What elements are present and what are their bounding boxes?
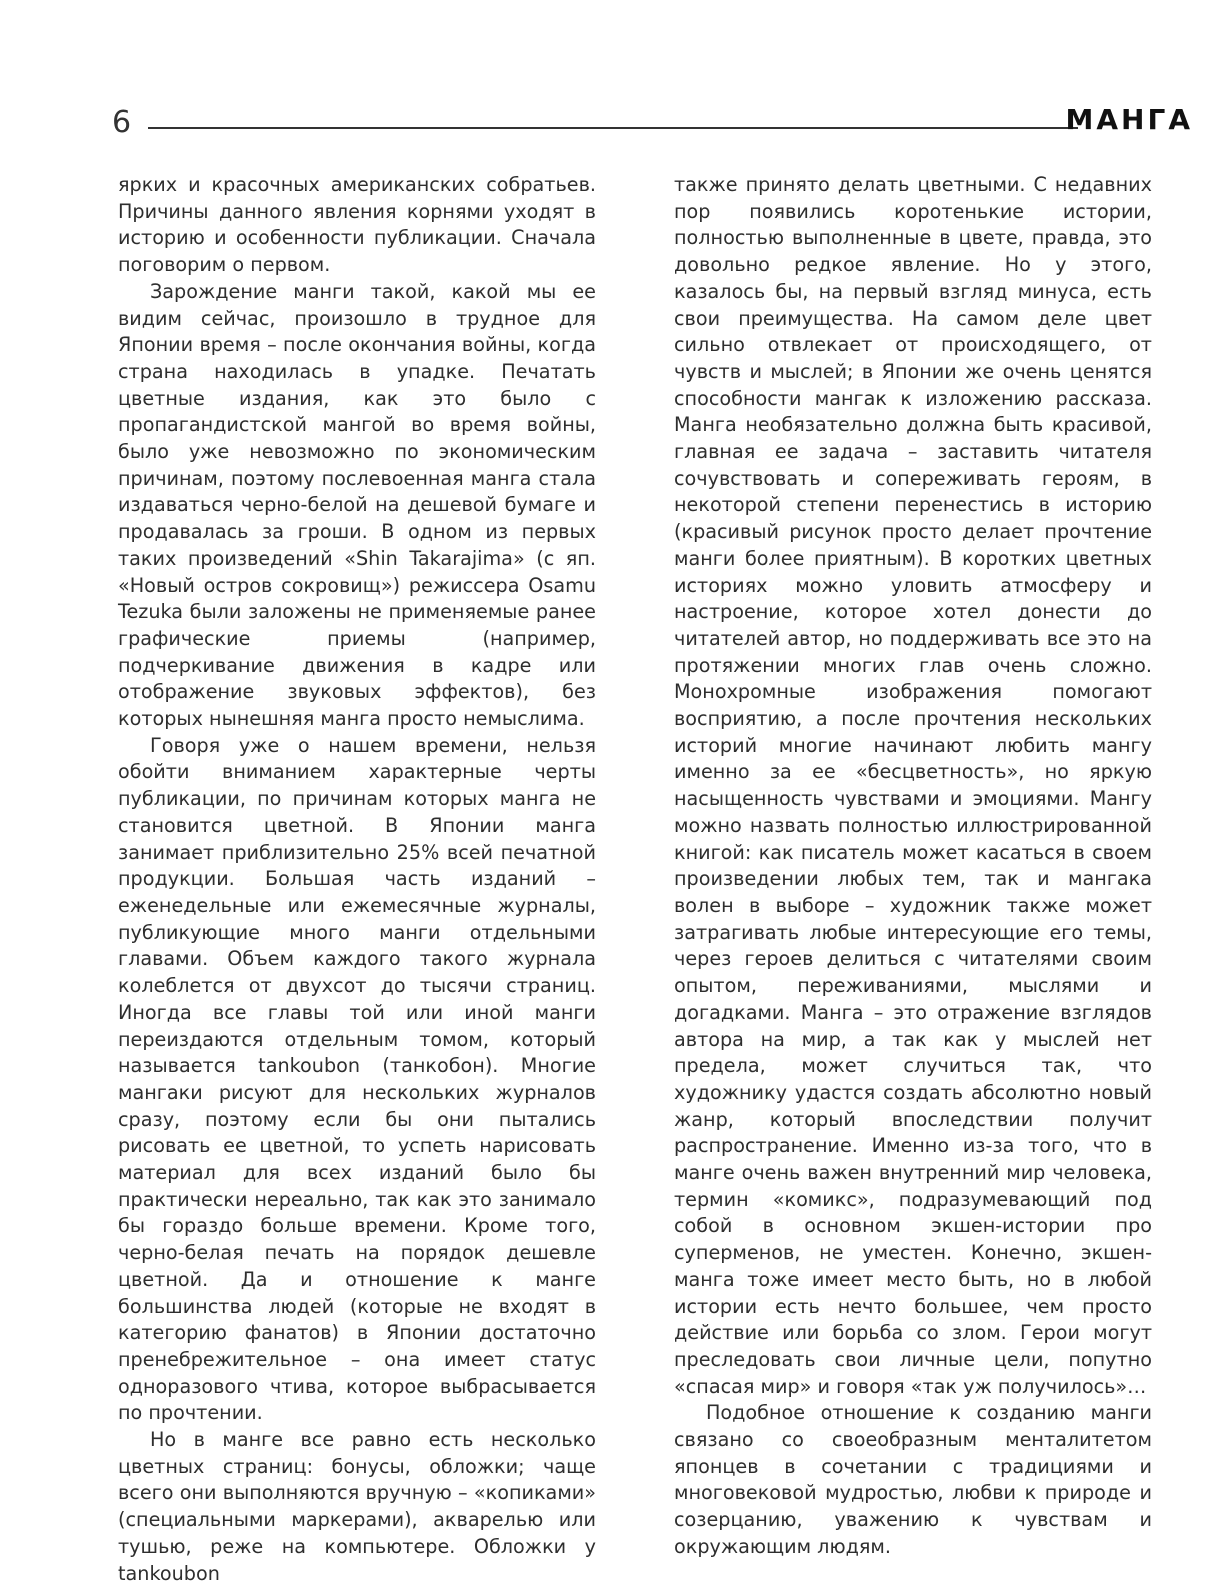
header-rule [148, 127, 1078, 129]
section-title: МАНГА [1065, 103, 1193, 136]
page-header [0, 0, 1231, 160]
left-column [118, 172, 596, 1587]
right-column [674, 172, 1152, 1561]
paragraph: Зарождение манги такой, какой мы ее видим сейчас, произошло в трудное для Японии время – после окончания войны, когда страна находилась в упадке. Печатать цветные издания, как это было с пропагандистской мангой во время войны, было уже невозможно по экономическим причинам, поэтому послевоенная манга стала издаваться черно-белой на дешевой бумаге и продавалась за гроши. В одном из первых таких произведений «Shin Takarajima» (с яп. «Новый остров сокровищ») режиссера Osamu Tezuka были заложены не применяемые ранее графические приемы (например, подчеркивание движения в кадре или отображение звуковых эффектов), без которых нынешняя манга просто немыслима. [118, 279, 596, 731]
paragraph: ярких и красочных американских собратьев. Причины данного явления корнями уходят в историю и особенности публикации. Сначала поговорим о первом. [118, 173, 596, 277]
paragraph: Подобное отношение к созданию манги связано со своеобразным менталитетом японцев в сочетании с традициями и многовековой мудростью, любви к природе и созерцанию, уважению к чувствам и окружающим людям. [674, 1401, 1152, 1558]
paragraph: Но в манге все равно есть несколько цветных страниц: бонусы, обложки; чаще всего они выполняются вручную – «копиками» (специальными маркерами), акварелью или тушью, реже на компьютере. Обложки у tankoubon [118, 1428, 596, 1585]
paragraph: также принято делать цветными. С недавних пор появились коротенькие истории, полностью выполненные в цвете, правда, это довольно редкое явление. Но у этого, казалось бы, на первый взгляд минуса, есть свои преимущества. На самом деле цвет сильно отвлекает от происходящего, от чувств и мыслей; в Японии же очень ценятся способности мангак к изложению рассказа. Манга необязательно должна быть красивой, главная ее задача – заставить читателя сочувствовать и сопереживать героям, в некоторой степени перенестись в историю (красивый рисунок просто делает прочтение манги более приятным). В коротких цветных историях можно уловить атмосферу и настроение, которое хотел донести до читателей автор, но поддерживать все это на протяжении многих глав очень сложно. Монохромные изображения помогают восприятию, а после прочтения нескольких историй многие начинают любить мангу именно за ее «бесцветность», но яркую насыщенность чувствами и эмоциями. Мангу можно назвать полностью иллюстрированной книгой: как писатель может касаться в своем произведении любых тем, так и мангака волен в выборе – художник также может затрагивать любые интересующие его темы, через героев делиться с читателями своим опытом, переживаниями, мыслями и догадками. Манга – это отражение взглядов автора на мир, а так как у мыслей нет предела, может случиться так, что художнику удастся создать абсолютно новый жанр, который впоследствии получит распространение. Именно из-за того, что в манге очень важен внутренний мир человека, термин «комикс», подразумевающий под собой в основном экшен-истории про суперменов, не уместен. Конечно, экшен-манга тоже имеет место быть, но в любой истории есть нечто большее, чем просто действие или борьба со злом. Герои могут преследовать свои личные цели, попутно «спасая мир» и говоря «так уж получилось»… [674, 173, 1152, 1398]
paragraph: Говоря уже о нашем времени, нельзя обойти вниманием характерные черты публикации, по причинам которых манга не становится цветной. В Японии манга занимает приблизительно 25% всей печатной продукции. Большая часть изданий – еженедельные или ежемесячные журналы, публикующие много манги отдельными главами. Объем каждого такого журнала колеблется от двухсот до тысячи страниц. Иногда все главы той или иной манги переиздаются отдельным томом, который называется tankoubon (танкобон). Многие мангаки рисуют для нескольких журналов сразу, поэтому если бы они пытались рисовать ее цветной, то успеть нарисовать материал для всех изданий было бы практически нереально, так как это занимало бы гораздо больше времени. Кроме того, черно-белая печать на порядок дешевле цветной. Да и отношение к манге большинства людей (которые не входят в категорию фанатов) в Японии достаточно пренебрежительное – она имеет статус одноразового чтива, которое выбрасывается по прочтении. [118, 733, 596, 1425]
page-number: 6 [112, 105, 132, 140]
